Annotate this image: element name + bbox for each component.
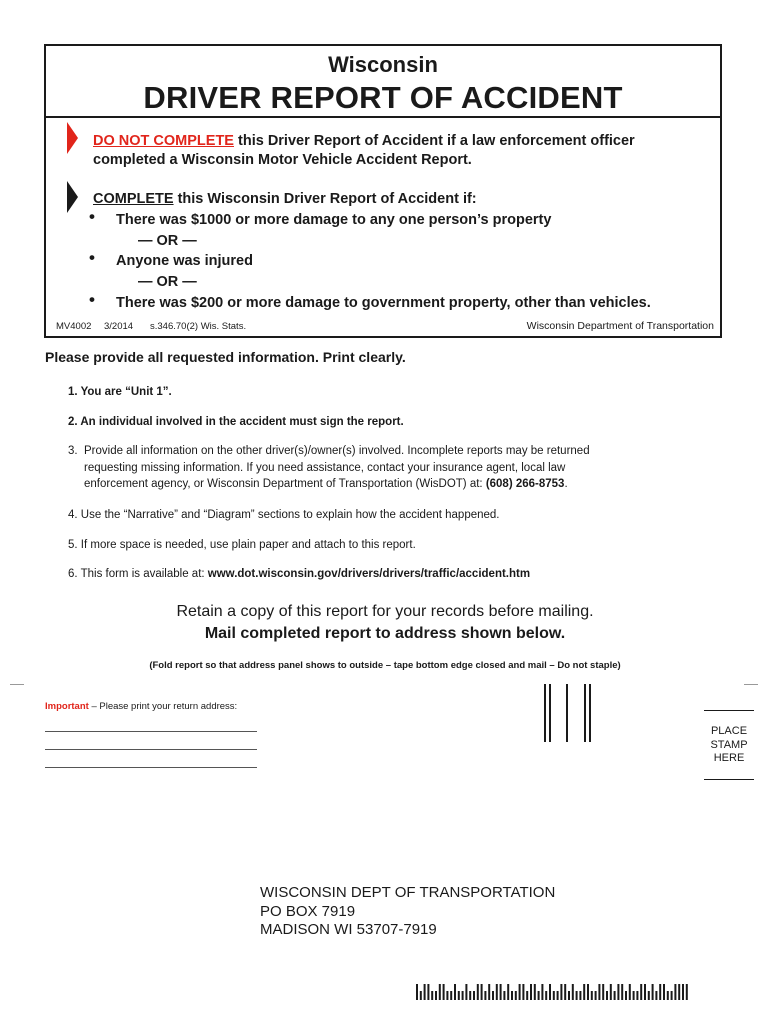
barcode-bar bbox=[446, 991, 448, 1000]
form-url: www.dot.wisconsin.gov/drivers/drivers/traffic/accident.htm bbox=[207, 568, 531, 580]
address-line-2: PO BOX 7919 bbox=[260, 902, 356, 920]
header-divider bbox=[44, 116, 722, 118]
barcode-bar bbox=[545, 991, 547, 1000]
barcode-bar bbox=[583, 984, 585, 1000]
complete-line bbox=[93, 191, 477, 207]
instruction-text: If more space is needed, use plain paper and attach to this report. bbox=[80, 539, 416, 551]
black-arrow-icon bbox=[67, 181, 78, 213]
instruction-text: requesting missing information. If you need assistance, contact your insurance agent, local law bbox=[84, 461, 566, 474]
barcode-bar bbox=[614, 991, 616, 1000]
instruction-number: 4. bbox=[68, 509, 78, 521]
return-address-line-2[interactable] bbox=[45, 749, 257, 750]
instruction-text: Provide all information on the other driver(s)/owner(s) involved. Incomplete reports may be returned bbox=[84, 445, 590, 457]
barcode-bar bbox=[519, 984, 521, 1000]
barcode-bar bbox=[591, 991, 593, 1000]
barcode-bar bbox=[564, 984, 566, 1000]
do-not-complete-label: DO NOT COMPLETE bbox=[93, 133, 234, 149]
fold-mark-left bbox=[10, 684, 24, 685]
barcode-bar bbox=[595, 991, 597, 1000]
barcode-bar bbox=[663, 984, 665, 1000]
instruction-text: This form is available at: bbox=[80, 568, 208, 580]
barcode-bar bbox=[633, 991, 635, 1000]
barcode-bar bbox=[424, 984, 426, 1000]
barcode-bar bbox=[659, 984, 661, 1000]
state-heading: Wisconsin bbox=[328, 52, 438, 77]
mail-instruction: Mail completed report to address shown below. bbox=[204, 625, 566, 642]
barcode-bar bbox=[587, 984, 589, 1000]
barcode-bar bbox=[515, 991, 517, 1000]
barcode-bar bbox=[465, 984, 467, 1000]
instruction-number: 3. bbox=[68, 445, 78, 457]
bullet-icon: • bbox=[89, 207, 95, 226]
barcode-bar bbox=[462, 991, 464, 1000]
barcode-bar bbox=[454, 984, 456, 1000]
instruction-1 bbox=[68, 384, 172, 401]
address-line-3: MADISON WI 53707-7919 bbox=[260, 921, 437, 938]
complete-text: this Wisconsin Driver Report of Accident if: bbox=[173, 191, 477, 207]
barcode-bar bbox=[678, 984, 680, 1000]
barcode-bar bbox=[503, 991, 505, 1000]
barcode-bar bbox=[572, 984, 574, 1000]
instruction-text: enforcement agency, or Wisconsin Department of Transportation (WisDOT) at: (608) 266-8753. bbox=[84, 478, 568, 490]
barcode-bar bbox=[500, 984, 502, 1000]
barcode-bar bbox=[450, 991, 452, 1000]
barcode-bar bbox=[439, 984, 441, 1000]
barcode-bar bbox=[610, 984, 612, 1000]
return-address-instruction: – Please print your return address: bbox=[88, 701, 238, 712]
barcode-bar bbox=[621, 984, 623, 1000]
condition-2: Anyone was injured bbox=[116, 253, 253, 269]
mailing-address bbox=[260, 884, 555, 940]
barcode-bar bbox=[553, 991, 555, 1000]
instruction-2 bbox=[68, 414, 404, 431]
do-not-complete-text: this Driver Report of Accident if a law enforcement officer bbox=[233, 133, 635, 149]
instruction-number: 2. bbox=[68, 416, 78, 428]
instruction-5 bbox=[68, 537, 416, 554]
barcode-bar bbox=[492, 991, 494, 1000]
barcode-bar bbox=[652, 984, 654, 1000]
barcode-bar bbox=[625, 991, 627, 1000]
fold-mark-right bbox=[744, 684, 758, 685]
barcode-bar bbox=[682, 984, 684, 1000]
barcode-bar bbox=[443, 984, 445, 1000]
condition-3: There was $200 or more damage to government property, other than vehicles. bbox=[116, 295, 651, 311]
instruction-text: You are “Unit 1”. bbox=[80, 386, 172, 398]
do-not-complete-line bbox=[93, 133, 635, 149]
instruction-number: 6. bbox=[68, 568, 78, 580]
stamp-box bbox=[696, 725, 762, 766]
facing-identification-mark bbox=[544, 684, 596, 742]
barcode-bar bbox=[629, 984, 631, 1000]
form-number: MV4002 bbox=[56, 321, 92, 332]
barcode-bar bbox=[576, 991, 578, 1000]
barcode-bar bbox=[473, 991, 475, 1000]
or-separator-2: — OR — bbox=[138, 274, 197, 290]
barcode-bar bbox=[598, 984, 600, 1000]
return-address-label bbox=[45, 701, 237, 712]
barcode-bar bbox=[602, 984, 604, 1000]
barcode-bar bbox=[644, 984, 646, 1000]
barcode-bar bbox=[655, 991, 657, 1000]
barcode-bar bbox=[530, 984, 532, 1000]
instruction-number: 5. bbox=[68, 539, 78, 551]
retain-copy-note: Retain a copy of this report for your records before mailing. bbox=[176, 603, 594, 620]
barcode-bar bbox=[568, 991, 570, 1000]
barcode-bar bbox=[496, 984, 498, 1000]
stamp-bottom-line bbox=[704, 779, 754, 780]
barcode-bar bbox=[557, 991, 559, 1000]
barcode-bar bbox=[579, 991, 581, 1000]
barcode-bar bbox=[667, 991, 669, 1000]
barcode-bar bbox=[477, 984, 479, 1000]
instruction-text: An individual involved in the accident must sign the report. bbox=[80, 416, 404, 428]
address-line-1: WISCONSIN DEPT OF TRANSPORTATION bbox=[260, 884, 556, 901]
do-not-complete-text-2: completed a Wisconsin Motor Vehicle Accident Report. bbox=[93, 152, 472, 168]
stamp-text: HERE bbox=[713, 752, 745, 764]
barcode-bar bbox=[481, 984, 483, 1000]
form-date: 3/2014 bbox=[104, 321, 134, 332]
instructions-intro: Please provide all requested information. Print clearly. bbox=[45, 349, 406, 365]
barcode-bar bbox=[420, 991, 422, 1000]
agency-name: Wisconsin Department of Transportation bbox=[526, 320, 714, 332]
bullet-icon: • bbox=[89, 290, 95, 309]
barcode-bar bbox=[416, 984, 418, 1000]
stamp-text: STAMP bbox=[710, 738, 748, 751]
stamp-text: PLACE bbox=[710, 725, 748, 737]
form-statute: s.346.70(2) Wis. Stats. bbox=[150, 321, 247, 332]
barcode-bar bbox=[435, 991, 437, 1000]
barcode-bar bbox=[560, 984, 562, 1000]
return-address-line-1[interactable] bbox=[45, 731, 257, 732]
return-address-line-3[interactable] bbox=[45, 767, 257, 768]
bullet-icon: • bbox=[89, 248, 95, 267]
postal-barcode bbox=[416, 984, 696, 1002]
important-label: Important bbox=[45, 701, 89, 712]
barcode-bar bbox=[522, 984, 524, 1000]
red-arrow-icon bbox=[67, 122, 78, 154]
barcode-bar bbox=[534, 984, 536, 1000]
instruction-6 bbox=[68, 566, 530, 583]
complete-label: COMPLETE bbox=[93, 191, 174, 207]
barcode-bar bbox=[541, 984, 543, 1000]
barcode-bar bbox=[507, 984, 509, 1000]
phone-number: (608) 266-8753 bbox=[485, 478, 565, 490]
barcode-bar bbox=[640, 984, 642, 1000]
barcode-bar bbox=[538, 991, 540, 1000]
barcode-bar bbox=[484, 991, 486, 1000]
fold-note: (Fold report so that address panel shows to outside – tape bottom edge closed and mail – Do not staple) bbox=[149, 660, 621, 671]
or-separator-1: — OR — bbox=[138, 233, 197, 249]
barcode-bar bbox=[671, 991, 673, 1000]
stamp-top-line bbox=[704, 710, 754, 711]
barcode-bar bbox=[511, 991, 513, 1000]
barcode-bar bbox=[469, 991, 471, 1000]
barcode-bar bbox=[431, 991, 433, 1000]
barcode-bar bbox=[617, 984, 619, 1000]
barcode-bar bbox=[526, 991, 528, 1000]
form-title: DRIVER REPORT OF ACCIDENT bbox=[143, 80, 623, 115]
instruction-number: 1. bbox=[68, 386, 78, 398]
barcode-bar bbox=[458, 991, 460, 1000]
barcode-bar bbox=[686, 984, 688, 1000]
barcode-bar bbox=[427, 984, 429, 1000]
barcode-bar bbox=[636, 991, 638, 1000]
condition-1: There was $1000 or more damage to any one person’s property bbox=[116, 212, 552, 228]
barcode-bar bbox=[648, 991, 650, 1000]
instruction-4 bbox=[68, 507, 500, 524]
barcode-bar bbox=[549, 984, 551, 1000]
instruction-3 bbox=[68, 443, 590, 493]
instruction-text: Use the “Narrative” and “Diagram” sections to explain how the accident happened. bbox=[80, 509, 500, 521]
barcode-bar bbox=[606, 991, 608, 1000]
barcode-bar bbox=[674, 984, 676, 1000]
barcode-bar bbox=[488, 984, 490, 1000]
